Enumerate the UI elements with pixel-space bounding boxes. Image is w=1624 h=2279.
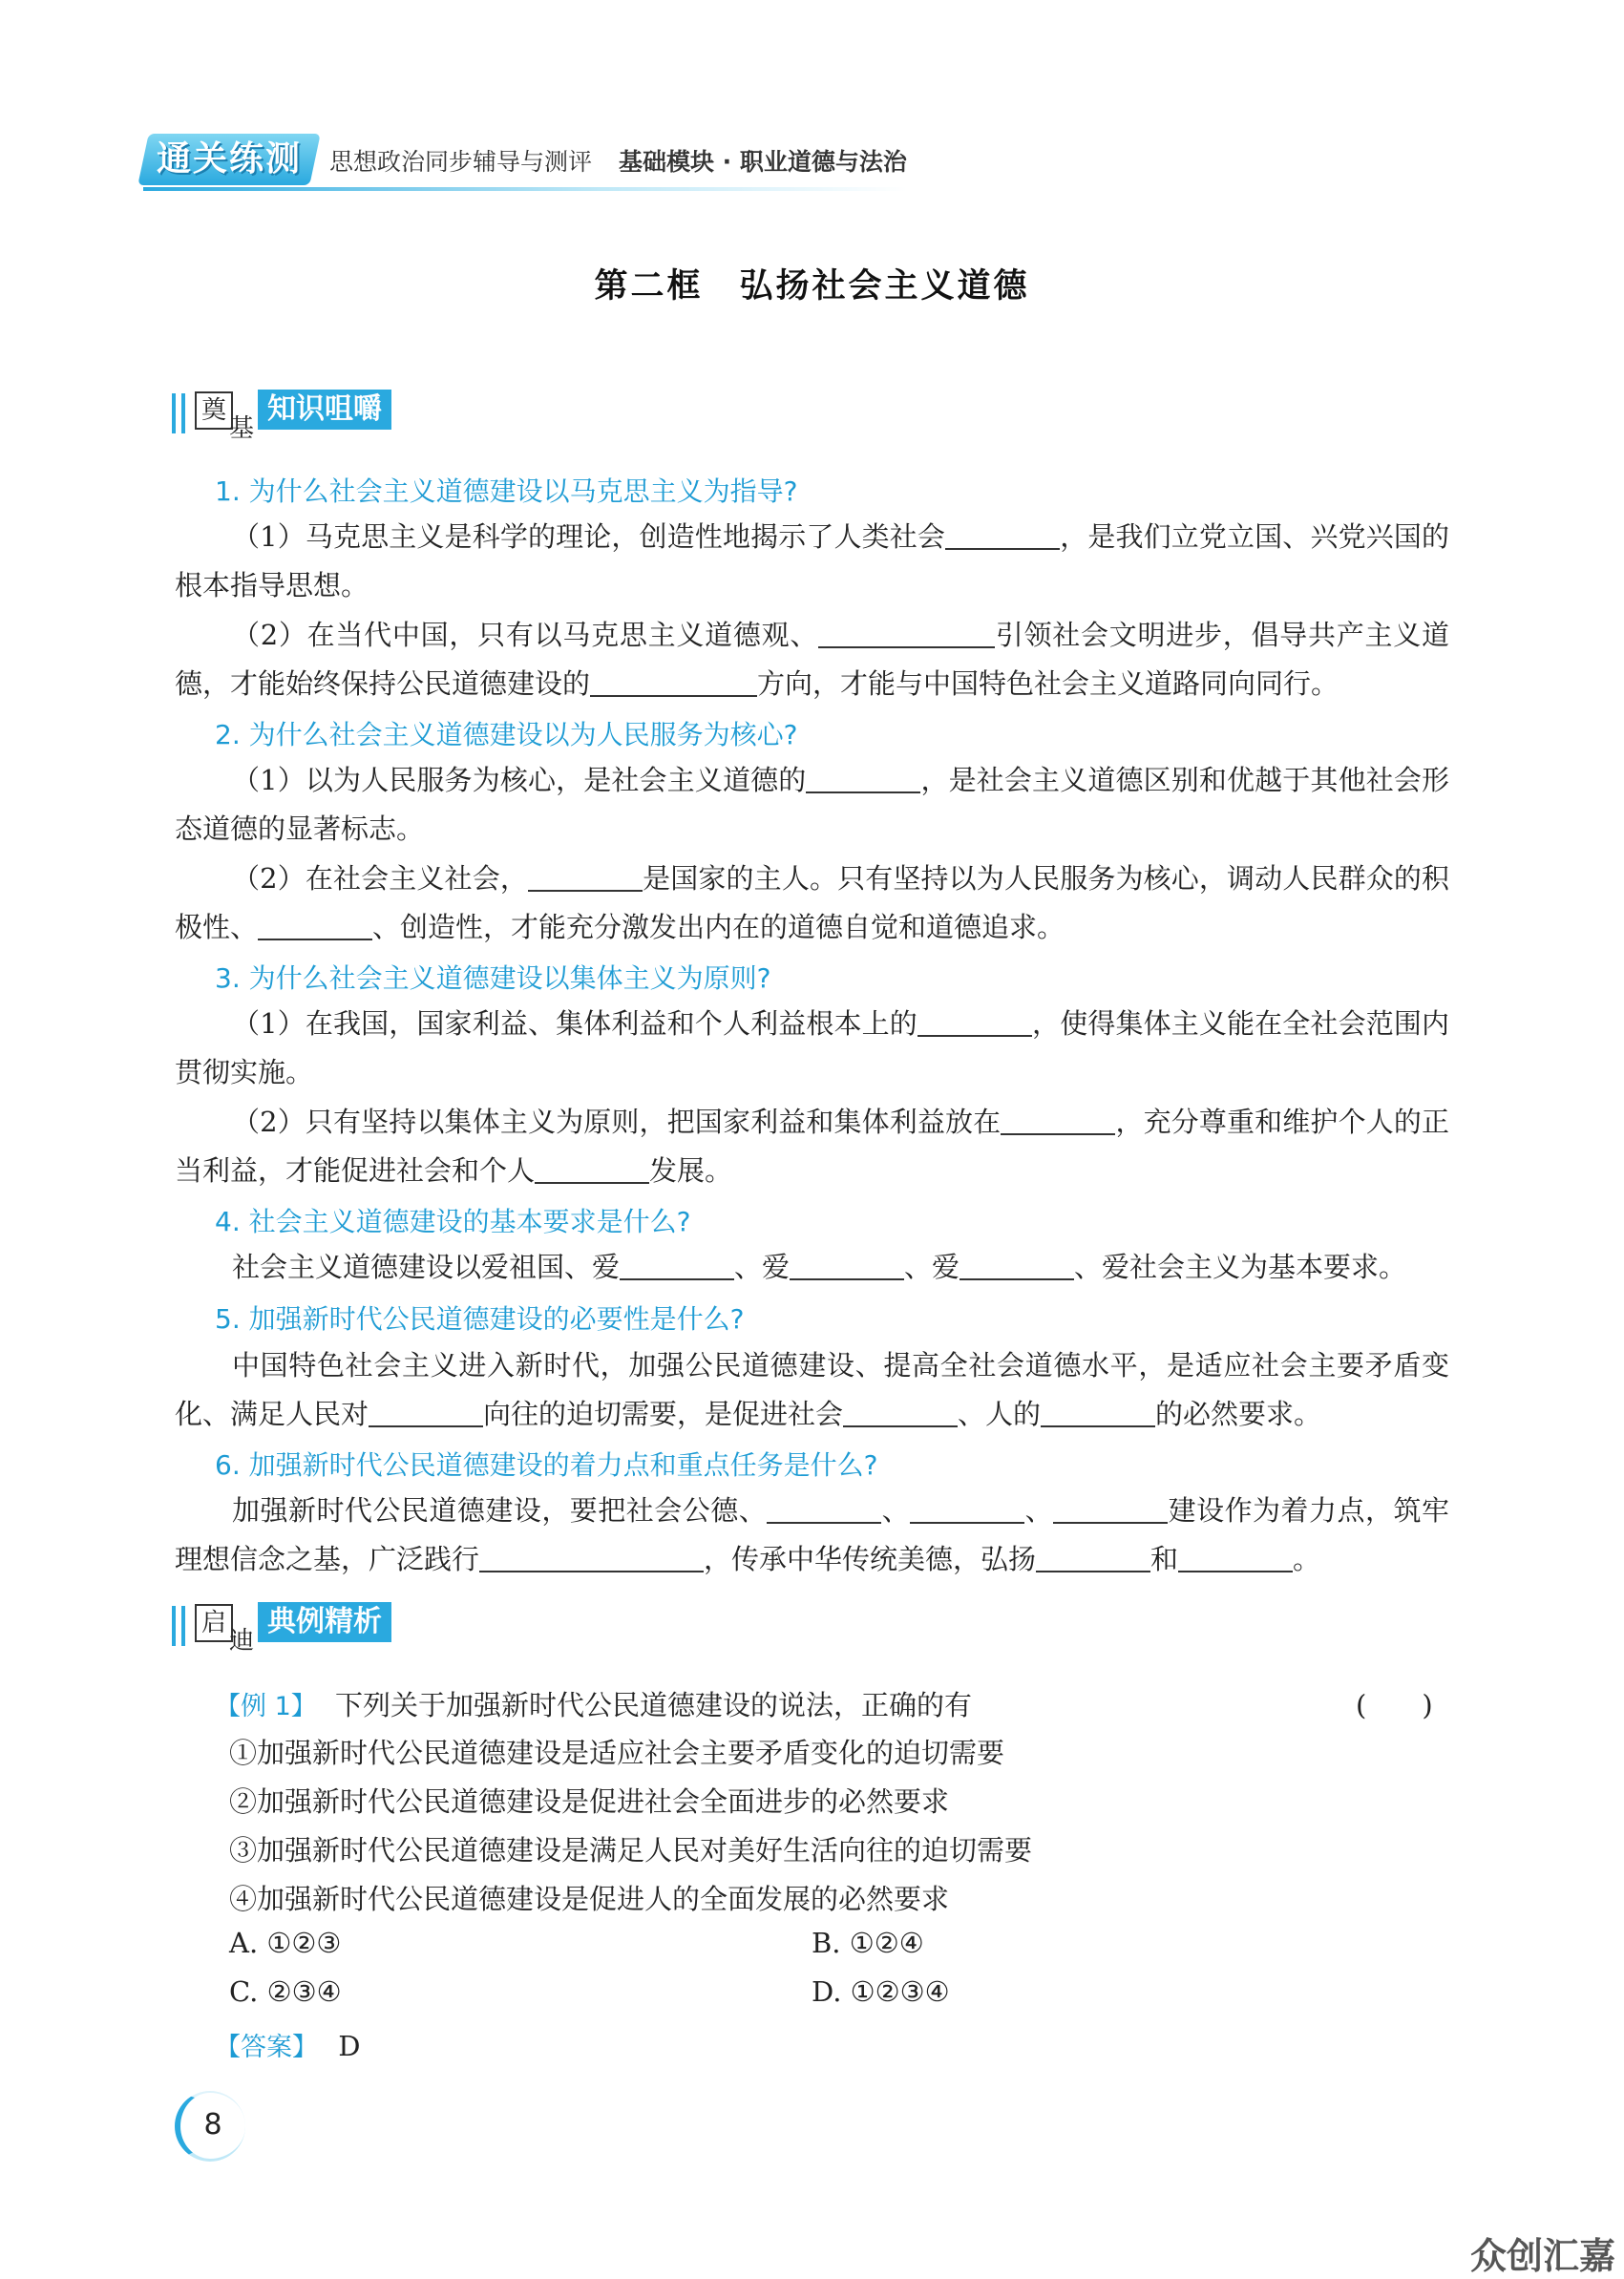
example-stem-text: 下列关于加强新时代公民道德建设的说法，正确的有 (334, 1689, 972, 1721)
option-a[interactable]: A. ①②③ (229, 1927, 342, 1959)
fill-blank[interactable] (620, 1252, 734, 1280)
answer-line (215, 2026, 360, 2063)
paragraph: （1）在我国，国家利益、集体利益和个人利益根本上的 ，使得集体主义能在全社会范围内贯彻实施。 (175, 1007, 1449, 1088)
paragraph: （2）在当代中国，只有以马克思主义道德观、 引领社会文明进步，倡导共产主义道德，才能始终保持公民道德建设的 方向，才能与中国特色社会主义道路同向同行。 (175, 619, 1449, 700)
example-stem (215, 1684, 972, 1723)
option-d[interactable]: D. ①②③④ (812, 1975, 950, 2008)
section-bars (172, 1606, 185, 1646)
statement-item: ①加强新时代公民道德建设是适应社会主要矛盾变化的迫切需要 (229, 1737, 1005, 1769)
fill-blank[interactable] (910, 1495, 1024, 1524)
section-tag: 奠 (195, 391, 233, 430)
fill-blank[interactable] (806, 765, 920, 793)
fill-blank[interactable] (945, 521, 1060, 550)
fill-blank[interactable] (528, 863, 643, 892)
option-b[interactable]: B. ①②④ (812, 1927, 924, 1959)
paragraph: （1）马克思主义是科学的理论，创造性地揭示了人类社会 ，是我们立党立国、兴党兴国的根本指导思想。 (175, 520, 1449, 601)
answer-value: D (338, 2030, 361, 2062)
section-title: 典例精析 (258, 1602, 391, 1642)
fill-blank[interactable] (590, 668, 757, 697)
series-logo (137, 134, 320, 185)
statement-item: ②加强新时代公民道德建设是促进社会全面进步的必然要求 (229, 1785, 950, 1818)
fill-blank[interactable] (960, 1252, 1074, 1280)
paragraph: （2）只有坚持以集体主义为原则，把国家利益和集体利益放在 ，充分尊重和维护个人的正当利益，才能促进社会和个人 发展。 (175, 1106, 1449, 1187)
fill-blank[interactable] (1041, 1399, 1155, 1427)
section-bars (172, 393, 185, 433)
option-c[interactable]: C. ②③④ (229, 1975, 342, 2008)
paragraph: （1）以为人民服务为核心，是社会主义道德的 ，是社会主义道德区别和优越于其他社会形态道德的显著标志。 (175, 764, 1449, 845)
module-name: 基础模块 · 职业道德与法治 (618, 148, 907, 176)
paragraph: 中国特色社会主义进入新时代，加强公民道德建设、提高全社会道德水平，是适应社会主要矛盾变化、满足人民对 向往的迫切需要，是促进社会 、人的 的必然要求。 (175, 1349, 1449, 1430)
statement-item: ③加强新时代公民道德建设是满足人民对美好生活向往的迫切需要 (229, 1834, 1033, 1867)
question-heading: 4. 社会主义道德建设的基本要求是什么? (215, 1206, 691, 1237)
statement-item: ④加强新时代公民道德建设是促进人的全面发展的必然要求 (229, 1883, 950, 1915)
fill-blank[interactable] (1178, 1544, 1293, 1572)
fill-blank[interactable] (917, 1008, 1032, 1037)
section-title: 知识咀嚼 (258, 390, 391, 430)
page-number: 8 (175, 2091, 245, 2162)
fill-blank[interactable] (369, 1399, 483, 1427)
question-heading: 3. 为什么社会主义道德建设以集体主义为原则? (215, 962, 771, 994)
question-heading: 2. 为什么社会主义道德建设以为人民服务为核心? (215, 719, 798, 750)
section-tag: 启 (195, 1604, 233, 1642)
section-example (172, 1602, 573, 1656)
fill-blank[interactable] (258, 912, 372, 940)
fill-blank[interactable] (1036, 1544, 1150, 1572)
fill-blank[interactable] (479, 1544, 704, 1572)
paragraph: （2）在社会主义社会， 是国家的主人。只有坚持以为人民服务为核心，调动人民群众的积极性、 、创造性，才能充分激发出内在的道德自觉和道德追求。 (175, 862, 1449, 943)
series-logo-text: 通关练测 (156, 139, 302, 179)
fill-blank[interactable] (843, 1399, 958, 1427)
section-tag-sub: 基 (229, 414, 255, 443)
fill-blank[interactable] (818, 620, 995, 648)
question-heading: 5. 加强新时代公民道德建设的必要性是什么? (215, 1303, 745, 1335)
header-text (329, 143, 907, 178)
fill-blank[interactable] (1001, 1107, 1115, 1135)
section-tag-sub: 迪 (229, 1627, 255, 1656)
fill-blank[interactable] (535, 1155, 649, 1184)
page-title: 第二框 弘扬社会主义道德 (594, 266, 1030, 306)
paragraph: 社会主义道德建设以爱祖国、爱 、爱 、爱 、爱社会主义为基本要求。 (232, 1251, 1407, 1283)
paragraph: 加强新时代公民道德建设，要把社会公德、 、 、 建设作为着力点，筑牢理想信念之基，广泛践行 ，传承中华传统美德，弘扬 和 。 (175, 1494, 1449, 1575)
answer-parentheses[interactable]: ( ) (1356, 1689, 1433, 1721)
page-header (143, 134, 1480, 191)
question-heading: 1. 为什么社会主义道德建设以马克思主义为指导? (215, 475, 798, 507)
header-rule (143, 187, 907, 191)
watermark: 众创汇嘉 (1470, 2235, 1616, 2277)
book-subtitle: 思想政治同步辅导与测评 (329, 148, 593, 176)
answer-label: 【答案】 (215, 2033, 318, 2062)
fill-blank[interactable] (767, 1495, 881, 1524)
fill-blank[interactable] (790, 1252, 904, 1280)
question-heading: 6. 加强新时代公民道德建设的着力点和重点任务是什么? (215, 1449, 878, 1481)
section-knowledge (172, 390, 573, 443)
example-label: 【例 1】 (215, 1692, 317, 1721)
fill-blank[interactable] (1053, 1495, 1168, 1524)
